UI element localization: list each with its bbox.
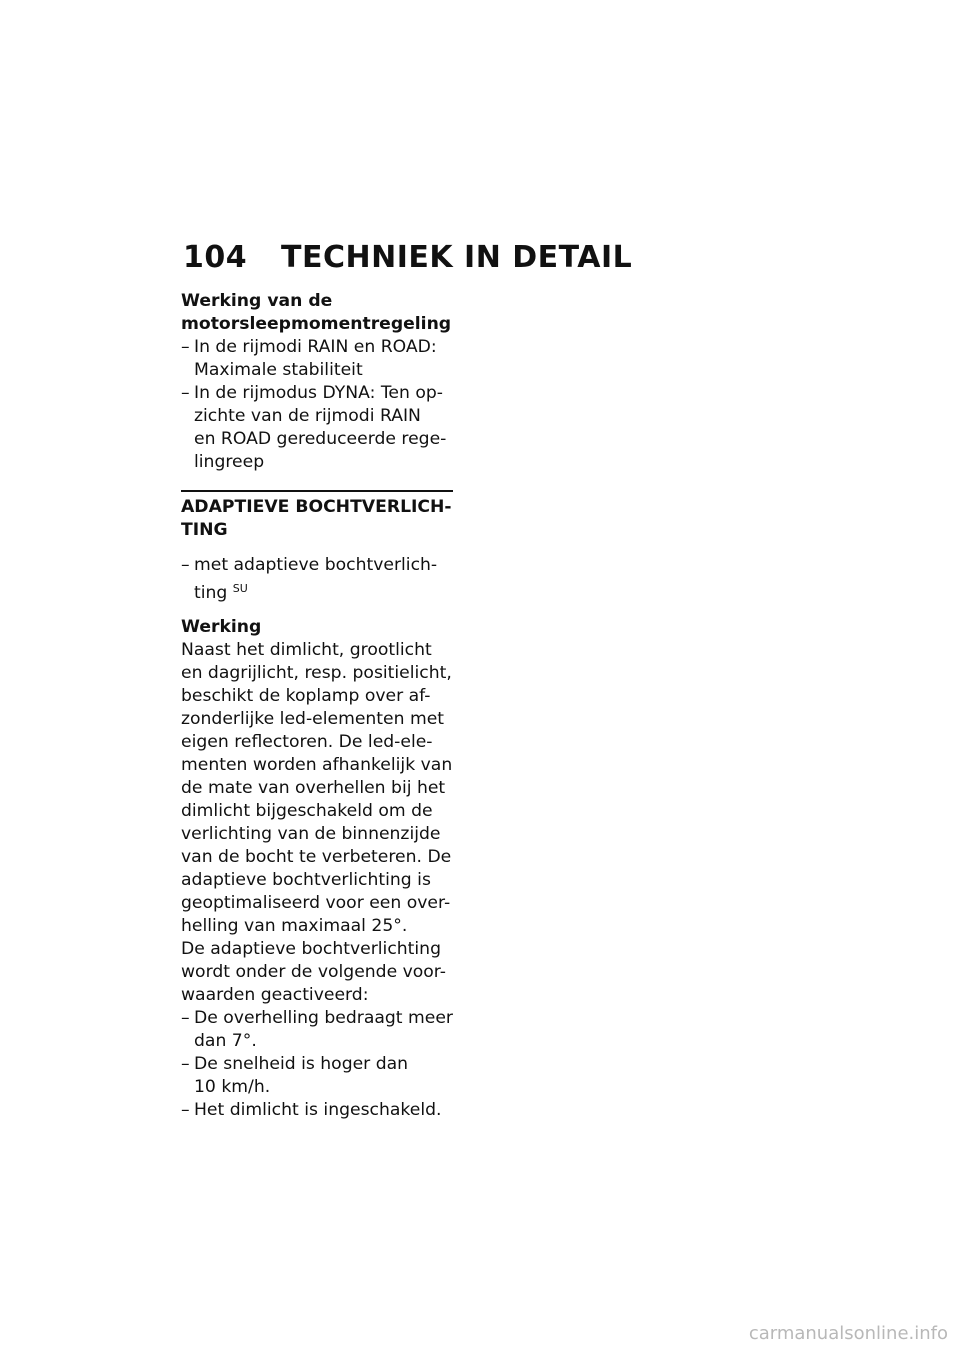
paragraph-line: helling van maximaal 25°. — [181, 916, 408, 936]
paragraph-line: De adaptieve bochtverlichting — [181, 939, 441, 959]
paragraph-line: adaptieve bochtverlichting is — [181, 870, 431, 890]
list-item-line: lingreep — [194, 452, 265, 472]
spacer — [181, 605, 453, 616]
traction-heading-line: Werking van de — [181, 291, 333, 311]
paragraph-line: zonderlijke led-elementen met — [181, 709, 445, 729]
section-title-line: ADAPTIEVE BOCHTVERLICH- — [181, 497, 452, 517]
list-item-line: De snelheid is hoger dan — [194, 1054, 409, 1074]
dash-bullet: – — [181, 1054, 190, 1074]
paragraph-line: geoptimaliseerd voor een over- — [181, 893, 451, 913]
text-column — [181, 290, 453, 1122]
function-paragraph — [181, 639, 453, 938]
list-item-line: ting — [194, 583, 228, 603]
chapter-title: TECHNIEK IN DETAIL — [281, 240, 633, 275]
traction-heading — [181, 290, 453, 336]
list-item-line: In de rijmodus DYNA: Ten op- — [194, 383, 443, 403]
function-heading: Werking — [181, 617, 262, 637]
list-item-line: 10 km/h. — [194, 1077, 271, 1097]
traction-list — [181, 336, 453, 474]
paragraph-line: wordt onder de volgende voor- — [181, 962, 446, 982]
page-number: 104 — [183, 240, 248, 275]
section-title — [181, 496, 453, 542]
list-item — [181, 554, 453, 605]
list-item — [181, 1053, 453, 1099]
list-item-line: zichte van de rijmodi RAIN — [194, 406, 421, 426]
list-item-line: met adaptieve bochtverlich- — [194, 555, 438, 575]
list-item-line: Maximale stabiliteit — [194, 360, 363, 380]
section-title-line: TING — [181, 520, 228, 540]
condition-intro — [181, 938, 453, 1007]
paragraph-line: eigen reflectoren. De led-ele- — [181, 732, 433, 752]
paragraph-line: waarden geactiveerd: — [181, 985, 369, 1005]
list-item-line: De overhelling bedraagt meer — [194, 1008, 453, 1028]
paragraph-line: van de bocht te verbeteren. De — [181, 847, 452, 867]
dash-bullet: – — [181, 337, 190, 357]
paragraph-line: en dagrijlicht, resp. positielicht, — [181, 663, 452, 683]
traction-heading-line: motorsleepmomentregeling — [181, 314, 452, 334]
option-list — [181, 554, 453, 605]
condition-list — [181, 1007, 453, 1122]
list-item — [181, 382, 453, 474]
list-item-line: en ROAD gereduceerde rege- — [194, 429, 447, 449]
paragraph-line: verlichting van de binnenzijde — [181, 824, 441, 844]
list-item — [181, 1099, 453, 1122]
paragraph-line: menten worden afhankelijk van — [181, 755, 453, 775]
watermark: carmanualsonline.info — [748, 1323, 948, 1344]
paragraph-line: de mate van overhellen bij het — [181, 778, 446, 798]
special-equipment-mark: SU — [232, 582, 248, 595]
list-item — [181, 336, 453, 382]
list-item — [181, 1007, 453, 1053]
list-item-line: dan 7°. — [194, 1031, 257, 1051]
list-item-line: Het dimlicht is ingeschakeld. — [194, 1100, 442, 1120]
dash-bullet: – — [181, 555, 190, 575]
dash-bullet: – — [181, 383, 190, 403]
dash-bullet: – — [181, 1008, 190, 1028]
list-item-line: In de rijmodi RAIN en ROAD: — [194, 337, 437, 357]
page-header — [183, 240, 632, 280]
dash-bullet: – — [181, 1100, 190, 1120]
paragraph-line: beschikt de koplamp over af- — [181, 686, 431, 706]
paragraph-line: Naast het dimlicht, grootlicht — [181, 640, 432, 660]
section-divider — [181, 490, 453, 492]
paragraph-line: dimlicht bijgeschakeld om de — [181, 801, 433, 821]
